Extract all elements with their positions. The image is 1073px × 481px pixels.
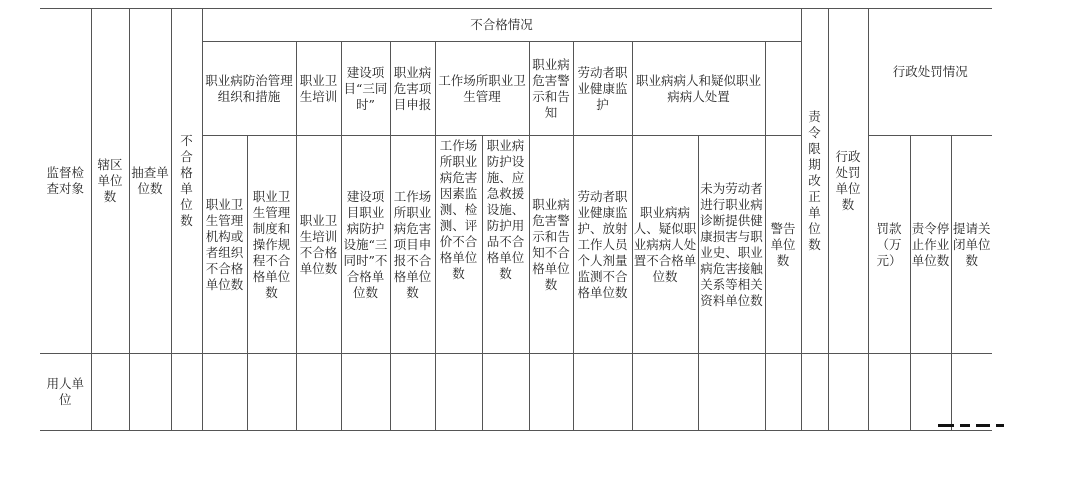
header-workplace-sub-1: 工作场所职业病危害因素监测、检测、评价不合格单位数	[435, 136, 482, 354]
header-three-same: 建设项目“三同时”	[341, 42, 390, 136]
table-cell	[129, 354, 171, 431]
table-cell	[171, 354, 202, 431]
header-penalized: 行政处罚单位数	[828, 9, 868, 354]
scan-mark	[938, 424, 954, 427]
table-cell	[698, 354, 765, 431]
header-warning-sub: 职业病危害警示和告知不合格单位数	[529, 136, 573, 354]
header-fine: 罚款（万元）	[868, 136, 910, 354]
header-declaration: 职业病危害项目申报	[390, 42, 435, 136]
row-object-label: 用人单位	[40, 354, 91, 431]
table-cell	[341, 354, 390, 431]
table-cell	[529, 354, 573, 431]
table-cell	[951, 354, 992, 431]
table-cell	[868, 354, 910, 431]
table-cell	[765, 354, 801, 431]
header-org-sub-1: 职业卫生管理机构或者组织不合格单位数	[202, 136, 247, 354]
header-penalty-group: 行政处罚情况	[868, 9, 992, 136]
table-cell	[91, 354, 129, 431]
inspection-table	[40, 8, 992, 431]
header-training-sub: 职业卫生培训不合格单位数	[296, 136, 341, 354]
header-stop-work: 责令停止作业单位数	[910, 136, 951, 354]
header-patients-sub-1: 职业病病人、疑似职业病病人处置不合格单位数	[632, 136, 698, 354]
header-declaration-sub: 工作场所职业病危害项目申报不合格单位数	[390, 136, 435, 354]
table-cell	[390, 354, 435, 431]
table-cell	[435, 354, 482, 431]
header-workplace: 工作场所职业卫生管理	[435, 42, 529, 136]
header-org-sub-2: 职业卫生管理制度和操作规程不合格单位数	[247, 136, 296, 354]
header-training: 职业卫生培训	[296, 42, 341, 136]
table-cell	[632, 354, 698, 431]
header-patients-sub-2: 未为劳动者进行职业病诊断提供健康损害与职业史、职业病危害接触关系等相关资料单位数	[698, 136, 765, 354]
scan-mark	[996, 424, 1004, 427]
header-rectify: 责令限期改正单位数	[801, 9, 828, 354]
table-cell	[482, 354, 529, 431]
scan-mark	[976, 424, 990, 427]
header-warn-units: 警告单位数	[765, 136, 801, 354]
header-patients: 职业病病人和疑似职业病病人处置	[632, 42, 765, 136]
header-org-measures: 职业病防治管理组织和措施	[202, 42, 296, 136]
inspection-table-container	[40, 8, 992, 431]
header-warning: 职业病危害警示和告知	[529, 42, 573, 136]
header-close-units: 提请关闭单位数	[951, 136, 992, 354]
header-health-monitor: 劳动者职业健康监护	[573, 42, 632, 136]
header-unqualified-units: 不合格单位数	[171, 9, 202, 354]
table-cell	[910, 354, 951, 431]
table-cell	[247, 354, 296, 431]
table-cell	[801, 354, 828, 431]
header-health-monitor-sub: 劳动者职业健康监护、放射工作人员个人剂量监测不合格单位数	[573, 136, 632, 354]
table-cell	[202, 354, 247, 431]
table-row	[40, 354, 992, 431]
header-workplace-sub-2: 职业病防护设施、应急救援设施、防护用品不合格单位数	[482, 136, 529, 354]
scan-mark	[960, 424, 970, 427]
table-cell	[573, 354, 632, 431]
header-unqualified-group: 不合格情况	[202, 9, 801, 42]
header-object: 监督检查对象	[40, 9, 91, 354]
scan-marks	[938, 424, 1004, 427]
table-cell	[828, 354, 868, 431]
header-sampled-units: 抽查单位数	[129, 9, 171, 354]
header-district-units: 辖区单位数	[91, 9, 129, 354]
table-cell	[296, 354, 341, 431]
header-three-same-sub: 建设项目职业病防护设施“三同时”不合格单位数	[341, 136, 390, 354]
